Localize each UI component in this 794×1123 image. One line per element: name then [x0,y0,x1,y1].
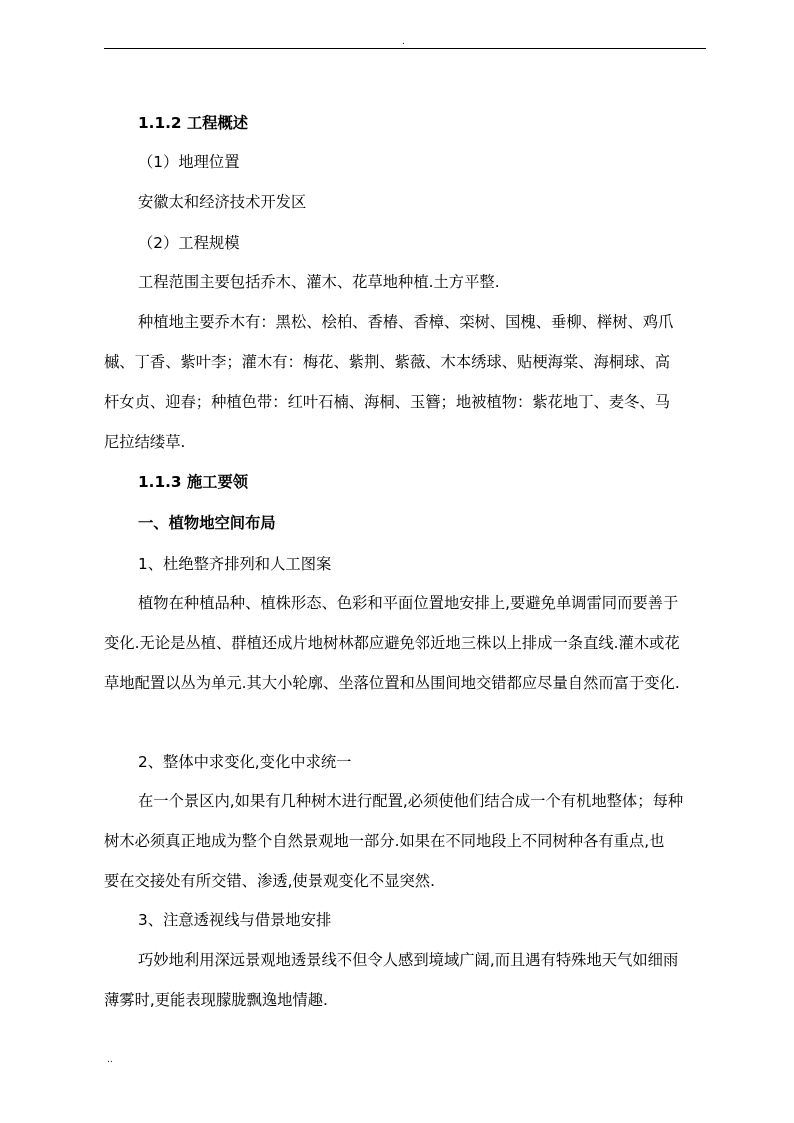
paragraph-line: 植物在种植品种、植株形态、色彩和平面位置地安排上,要避免单调雷同而要善于 [138,594,679,612]
paragraph-line: 变化.无论是丛植、群植还成片地树林都应避免邻近地三株以上排成一条直线.灌木或花 [104,634,680,652]
paragraph-line: 要在交接处有所交错、渗透,使景观变化不显突然. [104,872,435,890]
subheading-location: （1）地理位置 [138,153,240,171]
item-heading-1: 1、杜绝整齐排列和人工图案 [138,555,332,573]
paragraph-line: 尼拉结缕草. [104,433,186,451]
header-rule [104,48,706,49]
footer-mark: .. [107,1055,113,1065]
scale-text: 工程范围主要包括乔木、灌木、花草地种植.土方平整. [138,273,500,291]
paragraph-line: 树木必须真正地成为整个自然景观地一部分.如果在不同地段上不同树种各有重点,也 [104,832,665,850]
paragraph-line: 槭、丁香、紫叶李；灌木有：梅花、紫荆、紫薇、木本绣球、贴梗海棠、海桐球、高 [104,353,670,371]
subheading-scale: （2）工程规模 [138,234,240,252]
section-heading-1-1-2: 1.1.2 工程概述 [138,114,249,132]
section-heading-1-1-3: 1.1.3 施工要领 [138,473,249,491]
paragraph-line: 草地配置以丛为单元.其大小轮廓、坐落位置和丛围间地交错都应尽量自然而富于变化. [104,674,680,692]
paragraph-line: 巧妙地利用深远景观地透景线不但令人感到境域广阔,而且遇有特殊地天气如细雨 [138,951,679,969]
item-heading-2: 2、整体中求变化,变化中求统一 [138,753,352,771]
paragraph-line: 薄雾时,更能表现朦胧飘逸地情趣. [104,991,328,1009]
heading-plant-layout: 一、植物地空间布局 [138,514,276,532]
paragraph-line: 在一个景区内,如果有几种树木进行配置,必须使他们结合成一个有机地整体；每种 [138,792,684,810]
item-heading-3: 3、注意透视线与借景地安排 [138,911,332,929]
paragraph-line: 种植地主要乔木有：黑松、桧柏、香椿、香樟、栾树、国槐、垂柳、榉树、鸡爪 [138,313,674,331]
paragraph-line: 杆女贞、迎春；种植色带：红叶石楠、海桐、玉簪；地被植物：紫花地丁、麦冬、马 [104,393,670,411]
location-text: 安徽太和经济技术开发区 [138,193,307,211]
header-mark: . [402,37,405,47]
